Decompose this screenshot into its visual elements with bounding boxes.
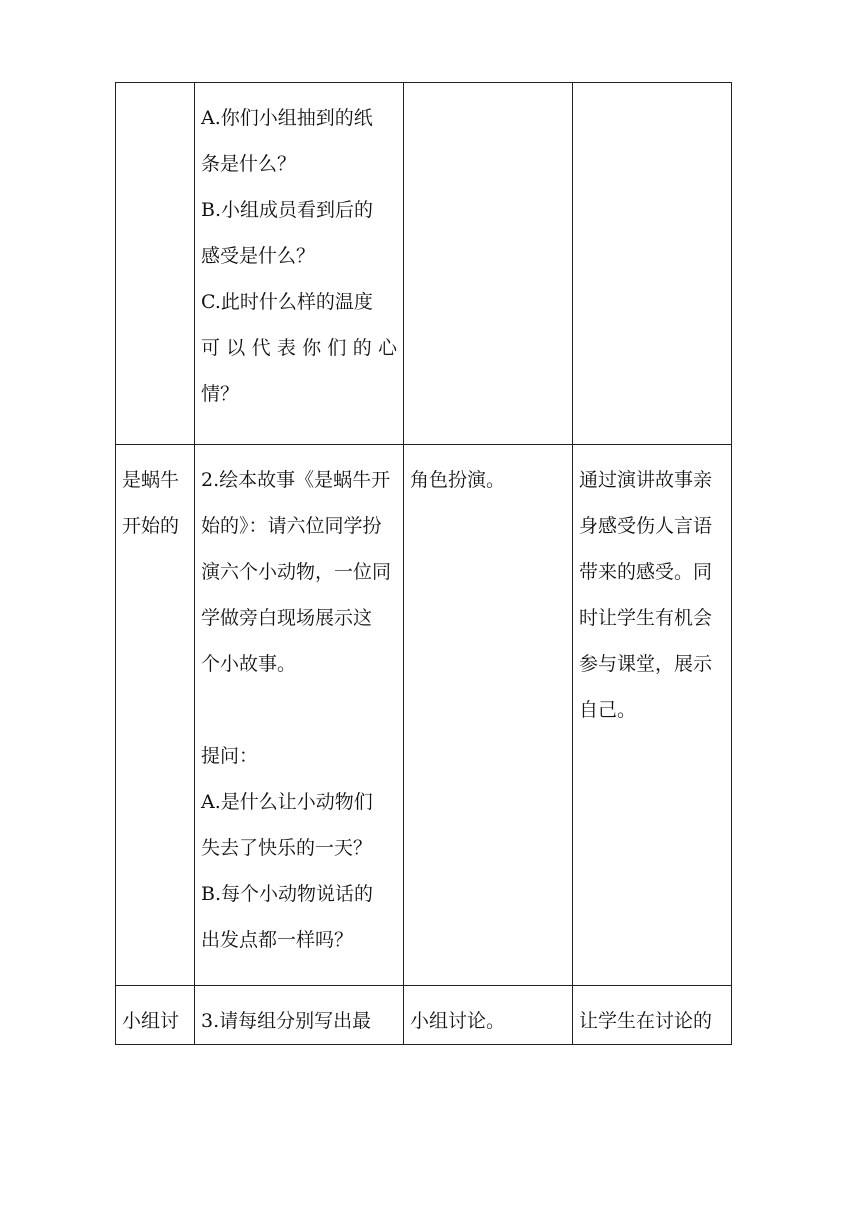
topic-cell — [116, 445, 195, 986]
text-line: 始的》：请六位同学扮 — [201, 515, 382, 537]
text-line: 小组讨 — [122, 1010, 180, 1032]
text-line: 出发点都一样吗？ — [201, 929, 354, 951]
method-cell — [404, 986, 573, 1045]
text-line: 演六个小动物，一位同 — [201, 561, 392, 583]
text-line: 2.绘本故事《是蜗牛开 — [201, 469, 391, 491]
text-line: 3.请每组分别写出最 — [201, 1010, 372, 1032]
text-line: 角色扮演。 — [410, 469, 506, 491]
text-line: 通过演讲故事亲 — [579, 469, 713, 491]
text-line: 时让学生有机会 — [579, 607, 713, 629]
text-line: 条是什么？ — [201, 153, 297, 175]
table-row — [116, 83, 732, 445]
text-line: 感受是什么？ — [201, 245, 316, 267]
text-line: 让学生在讨论的 — [579, 1010, 713, 1032]
blank-line — [201, 687, 397, 733]
text-line: 身感受伤人言语 — [579, 515, 713, 537]
purpose-cell — [573, 83, 732, 445]
text-line: B.小组成员看到后的 — [201, 199, 374, 221]
activity-cell — [195, 986, 404, 1045]
method-cell — [404, 83, 573, 445]
text-line: A.你们小组抽到的纸 — [201, 107, 373, 129]
table-row — [116, 986, 732, 1045]
text-line: A.是什么让小动物们 — [201, 791, 373, 813]
text-line: 自己。 — [579, 699, 637, 721]
purpose-cell — [573, 986, 732, 1045]
text-line: 参与课堂，展示 — [579, 653, 713, 675]
text-line: 可以代表你们的心 — [201, 337, 397, 359]
topic-cell — [116, 986, 195, 1045]
text-line: 是蜗牛 — [122, 469, 180, 491]
text-line: 失去了快乐的一天？ — [201, 837, 373, 859]
purpose-cell — [573, 445, 732, 986]
text-line: 情？ — [201, 383, 240, 405]
text-line: 提问： — [201, 745, 259, 767]
text-line: 小组讨论。 — [410, 1010, 506, 1032]
text-line: 开始的 — [122, 515, 180, 537]
activity-cell — [195, 83, 404, 445]
text-line: B.每个小动物说话的 — [201, 883, 374, 905]
table-row — [116, 445, 732, 986]
text-line: 个小故事。 — [201, 653, 297, 675]
method-cell — [404, 445, 573, 986]
text-line: C.此时什么样的温度 — [201, 291, 373, 313]
activity-cell — [195, 445, 404, 986]
lesson-plan-table — [115, 82, 732, 1045]
text-line: 学做旁白现场展示这 — [201, 607, 373, 629]
topic-cell — [116, 83, 195, 445]
text-line: 带来的感受。同 — [579, 561, 713, 583]
